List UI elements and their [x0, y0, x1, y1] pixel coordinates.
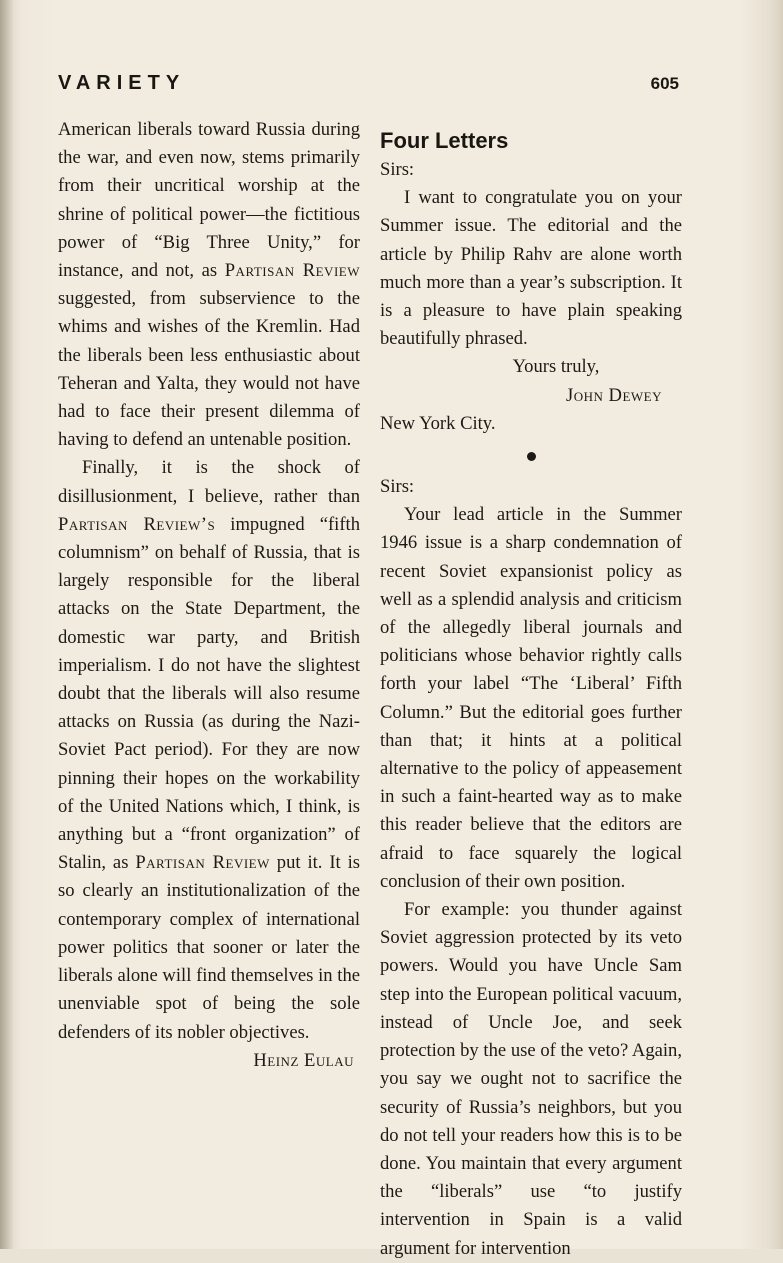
salutation: Sirs:	[380, 476, 415, 498]
letter-paragraph: For example: you thunder against Soviet aggression protected by its veto powers. Would you have Uncle Sam step into the European political vacuum, instead of Uncle Joe, and seek protection by the use of the veto? Again, you say we ought not to sacrifice the security of Russia’s neighbors, but you do not tell your readers how this is to be done. You maintain that every argument the “liberals” use “to justify intervention in Spain is a valid argument for intervention	[380, 899, 682, 1259]
running-head: VARIETY	[58, 72, 186, 94]
bullet-separator	[527, 452, 536, 461]
journal-name: Partisan Review’s	[58, 513, 216, 535]
gutter-shadow	[0, 0, 14, 1249]
paragraph	[58, 116, 360, 454]
location: New York City.	[380, 412, 496, 434]
signature: John Dewey	[565, 384, 662, 406]
right-column	[380, 116, 682, 1263]
letter-body: I want to congratulate you on your Summer issue. The editorial and the article by Philip Rahv are alone worth much more than a year’s subscription. It is a pleasure to have plain speaking beautifully phrased.	[380, 187, 682, 350]
journal-name: Partisan Review	[135, 852, 270, 874]
page-number: 605	[650, 74, 679, 93]
left-column	[58, 116, 360, 1075]
section-title: Four Letters	[380, 128, 509, 153]
text-run: impugned “fifth columnism” on behalf of Russia, that is largely responsible for the liberal attacks on the State Department, the domestic war party, and British imperialism. I do not have the slightest doubt that the liberals will also resume attacks on Russia (as during the Nazi-Soviet Pact period). For they are now pinning their hopes on the workability of the United Nations which, I think, is anything but a “front organization” of Stalin, as	[58, 513, 360, 874]
text-run: American liberals toward Russia during the war, and even now, stems primarily from their uncritical worship at the shrine of political power—the fictitious power of “Big Three Unity,” for instance, and not, as	[58, 119, 360, 282]
paragraph	[58, 454, 360, 1046]
journal-name: Partisan Review	[224, 260, 360, 282]
signature: Heinz Eulau	[253, 1049, 354, 1071]
salutation: Sirs:	[380, 159, 415, 180]
closing: Yours truly,	[512, 356, 600, 378]
text-run: Finally, it is the shock of disillusionment, I believe, rather than	[58, 457, 360, 507]
text-run: put it. It is so clearly an institutionalization of the contemporary complex of international power politics that sooner or later the liberals alone will find themselves in the unenviable spot of being the sole defenders of its nobler objectives.	[58, 852, 360, 1043]
letter-paragraph: Your lead article in the Summer 1946 issue is a sharp condemnation of recent Soviet expansionist policy as well as a splendid analysis and criticism of the allegedly liberal journals and politicians whose behavior rightly calls forth your label “The ‘Liberal’ Fifth Column.” But the editorial goes further than that; it hints at a political alternative to the policy of appeasement in such a faint-hearted way as to make this reader believe that the editors are afraid to face squarely the logical conclusion of their own position.	[380, 504, 682, 892]
text-run: suggested, from subservience to the whims and wishes of the Kremlin. Had the liberals been less enthusiastic about Teheran and Yalta, they would not have had to face their present dilemma of having to defend an untenable position.	[58, 288, 360, 451]
